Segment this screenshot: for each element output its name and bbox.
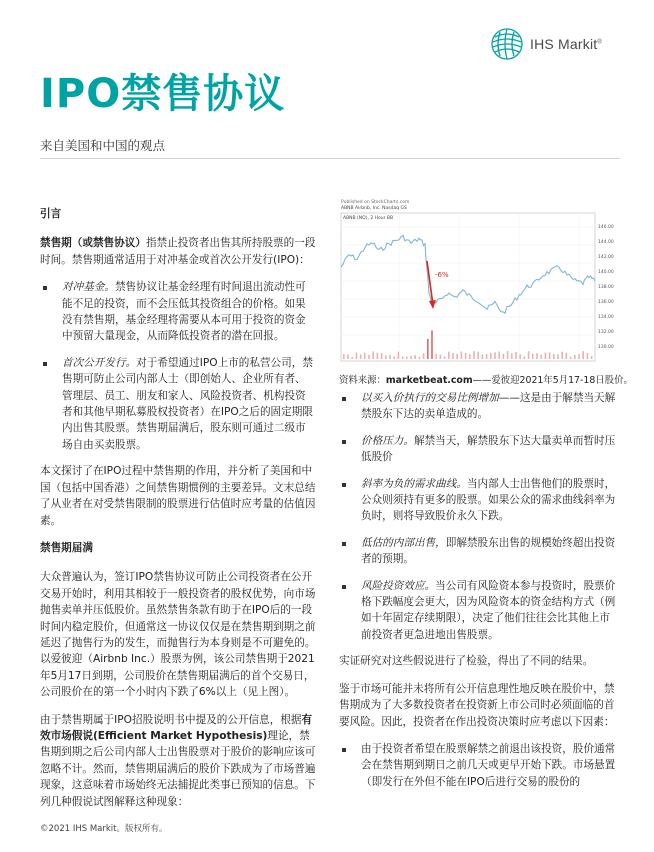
list-item: 由于投资者希望在股票解禁之前退出该投资，股价通常会在禁售期到期日之前几天或更早开始下跌。市场悬置（即发行在外但不能在IPO后进行交易的股份的 xyxy=(339,741,619,790)
volume-bar xyxy=(398,352,400,359)
volume-bar xyxy=(587,353,589,359)
intro-paragraph: 禁售期（或禁售协议）指禁止投资者出售其所持股票的一段时间。禁售期通常适用于对冲基金或首次公开发行(IPO)： xyxy=(40,237,316,266)
volume-bar xyxy=(473,351,475,359)
volume-bar xyxy=(528,351,530,359)
volume-bar xyxy=(364,353,366,359)
brand-logo xyxy=(490,26,630,62)
volume-bar xyxy=(507,351,509,359)
volume-bar xyxy=(406,357,408,359)
volume-bar xyxy=(414,355,416,359)
lockup-type-list xyxy=(40,279,316,453)
globe-lines-icon xyxy=(490,27,524,61)
list-item: 首次公开发行。对于希望通过IPO上市的私营公司，禁售期可防止公司内部人士（即创始人、企业所有者、管理层、员工、朋友和家人、风险投资者、机构投资者和其他早期私募股权投资者）在IPO之后的固定期限内出售其股票。禁售期届满后，股东则可通过二级市场自由买卖股票。 xyxy=(40,355,316,453)
chart-plot-area xyxy=(341,213,595,361)
volume-bar xyxy=(419,357,421,359)
volume-bar xyxy=(503,354,505,359)
volume-bar xyxy=(444,356,446,359)
volume-bar xyxy=(452,353,454,359)
volume-bar xyxy=(351,357,353,359)
volume-bar xyxy=(448,352,450,359)
volume-bar xyxy=(591,356,593,359)
volume-bar xyxy=(570,357,572,359)
volume-bar xyxy=(465,353,467,359)
volume-bar xyxy=(368,355,370,359)
y-tick-label: 146.00 xyxy=(598,225,614,230)
page-title: IPO禁售协议 xyxy=(40,71,286,117)
page-subtitle: 来自美国和中国的观点 xyxy=(40,138,166,153)
volume-bar xyxy=(557,354,559,359)
volume-bar xyxy=(515,352,517,359)
title-divider xyxy=(40,158,620,159)
chart-header-publisher: Published on StockCharts.com xyxy=(341,200,410,205)
volume-bar xyxy=(477,352,479,359)
volume-bar xyxy=(578,354,580,359)
volume-bar xyxy=(561,352,563,359)
left-column xyxy=(40,206,316,821)
volume-bar xyxy=(456,354,458,359)
drop-annotation: -6% xyxy=(435,271,449,279)
intro-heading: 引言 xyxy=(40,208,62,220)
volume-bar xyxy=(427,339,429,359)
volume-bar xyxy=(402,357,404,360)
volume-bar xyxy=(549,352,551,359)
volume-bar xyxy=(553,354,555,359)
volume-bar xyxy=(494,352,496,359)
volume-bar xyxy=(540,355,542,359)
volume-bar xyxy=(377,353,379,359)
volume-bar xyxy=(385,355,387,359)
volume-bar xyxy=(469,354,471,359)
list-item: 价格压力。解禁当天，解禁股东下达大量卖单而暂时压低股价 xyxy=(339,433,619,466)
airbnb-price-chart xyxy=(339,197,619,365)
y-tick-label: 140.00 xyxy=(598,270,614,275)
expiry-heading: 禁售期届满 xyxy=(40,541,93,554)
y-tick-label: 136.00 xyxy=(598,300,614,305)
volume-bar xyxy=(381,353,383,359)
volume-bar xyxy=(536,353,538,359)
volume-bar xyxy=(545,353,547,360)
volume-bar xyxy=(566,353,568,359)
list-item: 对冲基金。禁售协议让基金经理有时间退出流动性可能不足的投资，而不会压低其投资组合的价格。如果没有禁售期，基金经理将需要从本可用于投资的资金中预留大量现金，从而降低投资者的潜在回报。 xyxy=(40,279,316,345)
chart-inner-label: ABNB (NQ), 2 Hour BB xyxy=(343,216,394,221)
volume-bar xyxy=(490,353,492,359)
volume-bar xyxy=(498,352,500,360)
list-item: 低估的内部出售，即解禁股东出售的规模始终超出投资者的预期。 xyxy=(339,535,619,568)
y-tick-label: 132.00 xyxy=(598,330,614,335)
volume-bar xyxy=(435,354,437,359)
volume-bar xyxy=(360,354,362,359)
volume-bar xyxy=(347,355,349,360)
volume-bar xyxy=(440,355,442,360)
brand-name: IHS Markit® xyxy=(530,36,602,52)
volume-bar xyxy=(486,354,488,359)
right-column xyxy=(339,390,619,800)
volume-bar xyxy=(524,357,526,360)
list-item: 以买入价执行的交易比例增加——这是由于解禁当天解禁股东下达的卖单造成的。 xyxy=(339,390,619,423)
copyright-footer: ©2021 IHS Markit。版权所有。 xyxy=(40,824,168,834)
volume-bar xyxy=(532,354,534,359)
chart-source-caption: 资料来源：marketbeat.com——爱彼迎2021年5月17-18日股价。 xyxy=(339,375,633,386)
y-tick-label: 142.00 xyxy=(598,255,614,260)
volume-bar xyxy=(574,355,576,359)
volume-bar xyxy=(482,355,484,360)
volume-bar xyxy=(389,355,391,359)
emh-paragraph: 由于禁售期属于IPO招股说明书中提及的公开信息，根据有效市场假说(Efficient Market Hypothesis)理论，禁售期到期之后公司内部人士出售股票对于股价的影响应该可忽略不计。然而，禁售期届满后的股价下跌成为了市场普遍现象，这意味着市场始终无法捕捉此类事已预知的信息。下列几种假说试图解释这种现象： xyxy=(40,713,316,808)
volume-bar xyxy=(511,353,513,359)
overview-paragraph: 本文探讨了在IPO过程中禁售期的作用，并分析了美国和中国（包括中国香港）之间禁售期惯例的主要差异。文末总结了从业者在对受禁售限制的股票进行估值时应考量的估值因素。 xyxy=(40,465,316,527)
airbnb-paragraph: 大众普遍认为，签订IPO禁售协议可防止公司投资者在公开交易开始时，利用其相较于一般投资者的股权优势，向市场抛售卖单并压低股价。虽然禁售条款有助于在IPO后的一段时间内稳定股价，但通常这一协议仅仅是在禁售期到期之前延迟了抛售行为的发生，而抛售行为本身则是不可避免的。以爱彼迎（Airbnb Inc.）股票为例，该公司禁售期于2021年5月17日到期，公司股价在禁售期届满后的首个交易日，公司股价在的第一个小时内下跌了6%以上（见上图）。 xyxy=(40,571,316,699)
volume-bar xyxy=(410,356,412,359)
volume-bar xyxy=(519,354,521,359)
chart-y-ticks xyxy=(598,224,614,350)
volume-bar xyxy=(431,331,433,360)
volume-bar xyxy=(582,351,584,359)
y-tick-label: 138.00 xyxy=(598,285,614,290)
y-tick-label: 144.00 xyxy=(598,240,614,245)
risk-paragraph: 鉴于市场可能并未将所有公开信息理性地反映在股价中，禁售期成为了大多数投资者在投资新上市公司时必须面临的首要风险。因此，投资者在作出投资决策时应考虑以下因素： xyxy=(339,682,615,728)
volume-bar xyxy=(461,352,463,359)
y-tick-label: 134.00 xyxy=(598,315,614,320)
volume-bar xyxy=(343,354,345,359)
volume-bar xyxy=(372,351,374,359)
volume-bar xyxy=(356,353,358,360)
list-item: 风险投资效应。当公司有风险资本参与投资时，股票价格下跌幅度会更大，因为风险资本的资金结构方式（例如十年固定存续期限），决定了他们往往会比其他上市前投资者更急进地出售股票。 xyxy=(339,578,619,644)
y-tick-label: 130.00 xyxy=(598,345,614,350)
list-item: 斜率为负的需求曲线。当内部人士出售他们的股票时，公众则须持有更多的股票。如果公众的需求曲线斜率为负时，则将导致股价永久下跌。 xyxy=(339,476,619,525)
chart-header-symbol: ABNB Airbnb, Inc. Nasdaq GS xyxy=(341,206,407,211)
factor-list xyxy=(339,741,619,790)
volume-bar xyxy=(423,353,425,359)
hypothesis-list xyxy=(339,390,619,643)
volume-bar xyxy=(393,357,395,360)
empirical-paragraph: 实证研究对这些假说进行了检验，得出了不同的结果。 xyxy=(339,655,594,668)
